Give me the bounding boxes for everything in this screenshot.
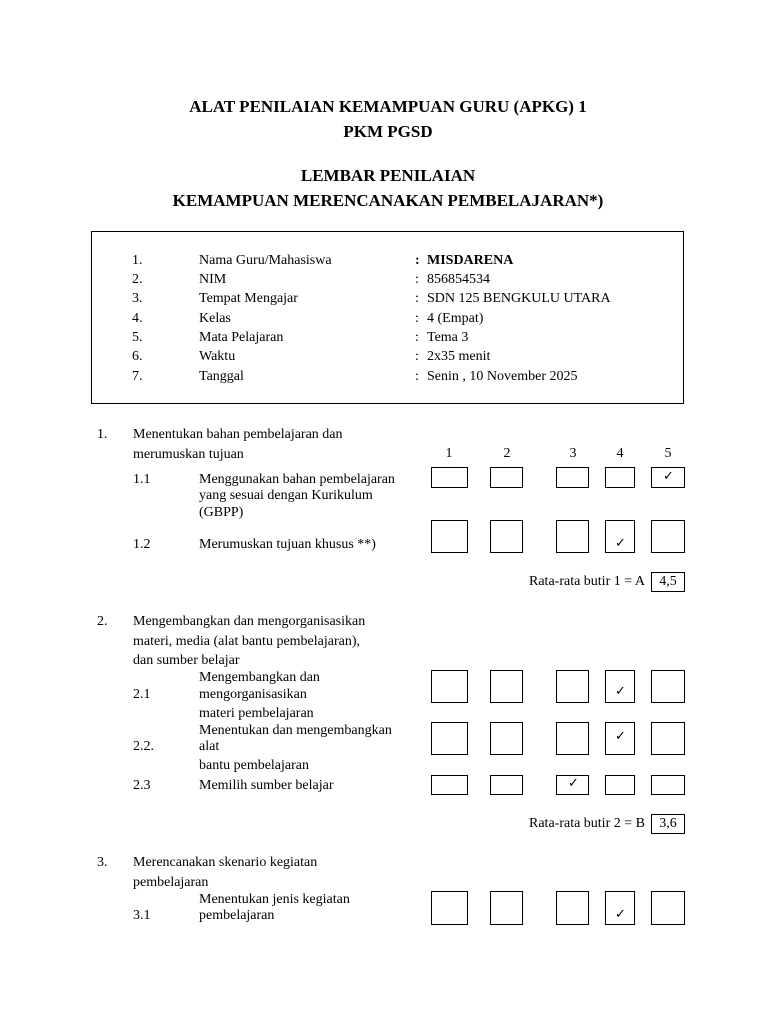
item-number: 2.2. bbox=[133, 739, 154, 754]
row-number: 5. bbox=[132, 330, 143, 345]
item-text-line: Mengembangkan dan bbox=[199, 670, 320, 685]
field-value: MISDARENA bbox=[427, 253, 514, 268]
score-box-3[interactable] bbox=[556, 670, 589, 703]
item-text-line: bantu pembelajaran bbox=[199, 758, 310, 773]
score-box-1[interactable] bbox=[431, 891, 468, 925]
item-text-line: Menentukan dan mengembangkan bbox=[199, 723, 392, 738]
check-icon: ✓ bbox=[568, 776, 579, 791]
average-value-box[interactable]: 4,5 bbox=[651, 572, 685, 592]
field-value: Tema 3 bbox=[427, 330, 469, 345]
field-colon: : bbox=[415, 291, 419, 306]
field-value: SDN 125 BENGKULU UTARA bbox=[427, 291, 611, 306]
item-text-line: Menggunakan bahan pembelajaran bbox=[199, 472, 395, 487]
item-text-line: mengorganisasikan bbox=[199, 687, 307, 702]
section-number: 1. bbox=[97, 427, 108, 442]
field-label: Tanggal bbox=[199, 369, 244, 384]
section-title-line: merumuskan tujuan bbox=[133, 447, 244, 462]
score-box-2[interactable] bbox=[490, 670, 523, 703]
score-box-3[interactable] bbox=[556, 520, 589, 553]
score-box-4[interactable] bbox=[605, 891, 635, 925]
row-number: 3. bbox=[132, 291, 143, 306]
field-label: Kelas bbox=[199, 311, 231, 326]
check-icon: ✓ bbox=[615, 907, 626, 922]
score-box-5[interactable] bbox=[651, 467, 685, 488]
score-box-4[interactable] bbox=[605, 467, 635, 488]
score-box-4[interactable] bbox=[605, 670, 635, 703]
row-number: 2. bbox=[132, 272, 143, 287]
document-subtitle: PKM PGSD bbox=[343, 122, 433, 141]
section-title-line: Merencanakan skenario kegiatan bbox=[133, 855, 318, 870]
scale-header-3: 3 bbox=[569, 446, 577, 461]
section-title-line: Menentukan bahan pembelajaran dan bbox=[133, 427, 343, 442]
item-text-line: Memilih sumber belajar bbox=[199, 778, 334, 793]
field-colon: : bbox=[415, 311, 419, 326]
field-colon: : bbox=[415, 349, 419, 364]
score-box-2[interactable] bbox=[490, 775, 523, 795]
average-value-box[interactable]: 3,6 bbox=[651, 814, 685, 834]
item-number: 2.1 bbox=[133, 687, 151, 702]
section-title-line: materi, media (alat bantu pembelajaran), bbox=[133, 634, 361, 649]
item-text-line: Menentukan jenis kegiatan bbox=[199, 892, 350, 907]
score-box-3[interactable] bbox=[556, 775, 589, 795]
score-box-2[interactable] bbox=[490, 891, 523, 925]
check-icon: ✓ bbox=[615, 536, 626, 551]
score-box-5[interactable] bbox=[651, 722, 685, 755]
score-box-4[interactable] bbox=[605, 775, 635, 795]
item-number: 1.2 bbox=[133, 537, 151, 552]
score-box-3[interactable] bbox=[556, 891, 589, 925]
field-label: Mata Pelajaran bbox=[199, 330, 284, 345]
identity-box bbox=[91, 231, 684, 404]
field-colon: : bbox=[415, 330, 419, 345]
item-text-line: Merumuskan tujuan khusus **) bbox=[199, 537, 376, 552]
score-box-1[interactable] bbox=[431, 670, 468, 703]
scale-header-5: 5 bbox=[664, 446, 672, 461]
item-number: 2.3 bbox=[133, 778, 151, 793]
field-label: NIM bbox=[199, 272, 227, 287]
row-number: 4. bbox=[132, 311, 143, 326]
score-box-5[interactable] bbox=[651, 670, 685, 703]
item-number: 1.1 bbox=[133, 472, 151, 487]
scale-header-4: 4 bbox=[616, 446, 624, 461]
field-colon: : bbox=[415, 369, 419, 384]
score-box-2[interactable] bbox=[490, 722, 523, 755]
score-box-3[interactable] bbox=[556, 467, 589, 488]
document-title: ALAT PENILAIAN KEMAMPUAN GURU (APKG) 1 bbox=[189, 97, 587, 116]
score-box-1[interactable] bbox=[431, 467, 468, 488]
check-icon: ✓ bbox=[663, 469, 674, 484]
score-box-5[interactable] bbox=[651, 891, 685, 925]
item-text-line: alat bbox=[199, 739, 220, 754]
score-box-2[interactable] bbox=[490, 467, 523, 488]
score-box-2[interactable] bbox=[490, 520, 523, 553]
section-title-line: dan sumber belajar bbox=[133, 653, 240, 668]
field-label: Nama Guru/Mahasiswa bbox=[199, 253, 332, 268]
score-box-1[interactable] bbox=[431, 722, 468, 755]
score-box-3[interactable] bbox=[556, 722, 589, 755]
field-colon: : bbox=[415, 272, 419, 287]
item-text-line: yang sesuai dengan Kurikulum bbox=[199, 488, 373, 503]
score-box-4[interactable] bbox=[605, 520, 635, 553]
score-box-1[interactable] bbox=[431, 520, 468, 553]
item-text-line: (GBPP) bbox=[199, 505, 244, 520]
section-title-line: Mengembangkan dan mengorganisasikan bbox=[133, 614, 366, 629]
average-label: Rata-rata butir 2 = B bbox=[529, 816, 645, 831]
row-number: 6. bbox=[132, 349, 143, 364]
field-label: Tempat Mengajar bbox=[199, 291, 298, 306]
field-label: Waktu bbox=[199, 349, 236, 364]
section-title-line: pembelajaran bbox=[133, 875, 209, 890]
field-colon: : bbox=[415, 253, 420, 268]
item-number: 3.1 bbox=[133, 908, 151, 923]
field-value: 4 (Empat) bbox=[427, 311, 484, 326]
score-box-4[interactable] bbox=[605, 722, 635, 755]
row-number: 7. bbox=[132, 369, 143, 384]
form-title: LEMBAR PENILAIAN bbox=[300, 166, 476, 185]
row-number: 1. bbox=[132, 253, 143, 268]
check-icon: ✓ bbox=[615, 729, 626, 744]
score-box-5[interactable] bbox=[651, 775, 685, 795]
section-number: 3. bbox=[97, 855, 108, 870]
scale-header-2: 2 bbox=[503, 446, 511, 461]
score-box-1[interactable] bbox=[431, 775, 468, 795]
score-box-5[interactable] bbox=[651, 520, 685, 553]
field-value: 856854534 bbox=[427, 272, 490, 287]
section-number: 2. bbox=[97, 614, 108, 629]
field-value: 2x35 menit bbox=[427, 349, 491, 364]
form-subtitle: KEMAMPUAN MERENCANAKAN PEMBELAJARAN*) bbox=[172, 191, 604, 210]
average-label: Rata-rata butir 1 = A bbox=[529, 574, 645, 589]
check-icon: ✓ bbox=[615, 684, 626, 699]
scale-header-1: 1 bbox=[445, 446, 453, 461]
item-text-line: materi pembelajaran bbox=[199, 706, 314, 721]
item-text-line: pembelajaran bbox=[199, 908, 275, 923]
field-value: Senin , 10 November 2025 bbox=[427, 369, 578, 384]
